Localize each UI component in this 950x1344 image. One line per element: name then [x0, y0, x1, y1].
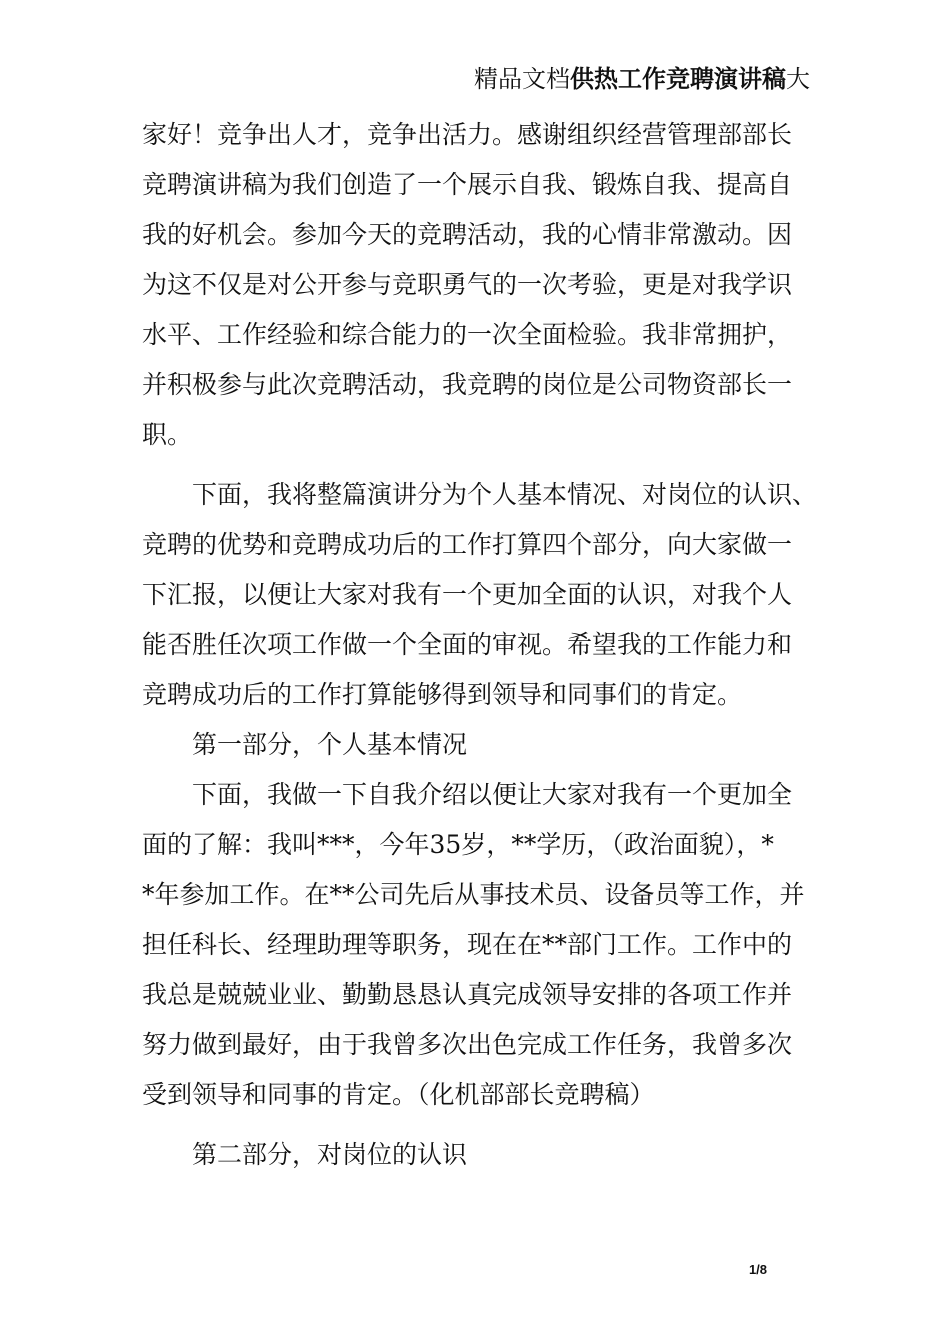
text-line: 面的了解：我叫***，今年35岁，**学历，（政治面貌），*	[142, 830, 774, 859]
page-number: 1/8	[748, 1262, 768, 1277]
text-line: 受到领导和同事的肯定。（化机部部长竞聘稿）	[142, 1080, 655, 1109]
text-line: 水平、工作经验和综合能力的一次全面检验。我非常拥护，	[142, 320, 793, 349]
text-line: 下面，我将整篇演讲分为个人基本情况、对岗位的认识、	[192, 480, 818, 509]
text-line: 我总是兢兢业业、勤勤恳恳认真完成领导安排的各项工作并	[142, 980, 793, 1009]
text-line: 为这不仅是对公开参与竞职勇气的一次考验，更是对我学识	[142, 270, 793, 299]
text-line: 下面，我做一下自我介绍以便让大家对我有一个更加全	[192, 780, 793, 809]
text-line: 担任科长、经理助理等职务，现在在**部门工作。工作中的	[142, 930, 793, 959]
text-line: 下汇报，以便让大家对我有一个更加全面的认识，对我个人	[142, 580, 793, 609]
text-line: 职。	[142, 420, 193, 449]
section-heading: 第一部分，个人基本情况	[192, 730, 468, 759]
text-line: 努力做到最好，由于我曾多次出色完成工作任务，我曾多次	[142, 1030, 793, 1059]
text-line: 并积极参与此次竞聘活动，我竞聘的岗位是公司物资部长一	[142, 370, 793, 399]
header-trail: 大	[786, 65, 810, 93]
text-line: 能否胜任次项工作做一个全面的审视。希望我的工作能力和	[142, 630, 793, 659]
document-title: 供热工作竞聘演讲稿	[570, 65, 786, 93]
text-line: 竞聘演讲稿为我们创造了一个展示自我、锻炼自我、提高自	[142, 170, 793, 199]
section-heading: 第二部分，对岗位的认识	[192, 1140, 468, 1169]
text-line: 竞聘成功后的工作打算能够得到领导和同事们的肯定。	[142, 680, 743, 709]
document-body	[142, 110, 822, 1180]
page-header	[142, 62, 810, 96]
text-line: 家好！竞争出人才，竞争出活力。感谢组织经营管理部部长	[142, 120, 793, 149]
text-line: 我的好机会。参加今天的竞聘活动，我的心情非常激动。因	[142, 220, 793, 249]
text-line: *年参加工作。在**公司先后从事技术员、设备员等工作，并	[142, 880, 805, 909]
text-line: 竞聘的优势和竞聘成功后的工作打算四个部分，向大家做一	[142, 530, 793, 559]
header-label: 精品文档	[474, 65, 570, 93]
